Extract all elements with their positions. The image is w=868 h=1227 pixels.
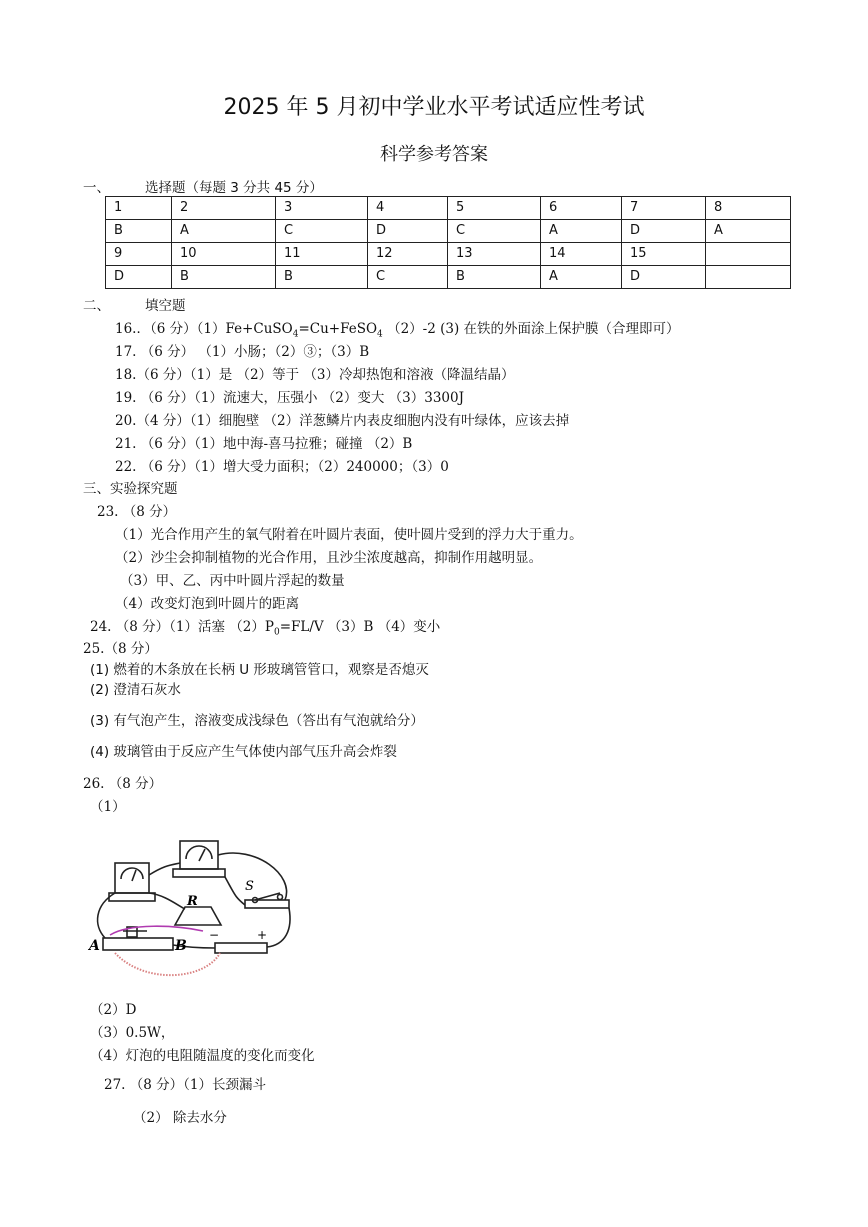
table-cell: 15 <box>622 243 706 266</box>
table-cell: 10 <box>172 243 276 266</box>
table-cell: A <box>706 220 791 243</box>
table-row <box>106 220 791 243</box>
table-cell: 6 <box>541 197 622 220</box>
page-title: 2025 年 5 月初中学业水平考试适应性考试 <box>223 95 645 120</box>
q23-line-4: （4）改变灯泡到叶圆片的距离 <box>115 596 300 612</box>
table-cell: A <box>541 266 622 289</box>
table-cell: 11 <box>276 243 368 266</box>
switch-icon <box>245 900 289 908</box>
table-cell: D <box>622 266 706 289</box>
table-cell: C <box>368 266 448 289</box>
q25-line-2: (2) 澄清石灰水 <box>90 682 181 698</box>
battery-icon <box>215 943 267 953</box>
table-cell: 7 <box>622 197 706 220</box>
answer-19: 19. （6 分）（1）流速大，压强小 （2）变大 （3）3300J <box>115 390 465 406</box>
label-b: B <box>175 938 187 954</box>
table-cell: B <box>276 266 368 289</box>
table-cell: A <box>541 220 622 243</box>
section3-heading: 三、实验探究题 <box>83 481 178 497</box>
table-cell: 13 <box>448 243 541 266</box>
table-cell: 12 <box>368 243 448 266</box>
table-cell: 9 <box>106 243 172 266</box>
table-cell: C <box>276 220 368 243</box>
q27-label: 27. （8 分）（1）长颈漏斗 <box>104 1077 266 1093</box>
table-cell: 5 <box>448 197 541 220</box>
q25-label: 25.（8 分） <box>83 641 158 657</box>
rheostat-icon <box>103 938 173 950</box>
q26-line-2: （2）D <box>90 1002 137 1018</box>
table-cell: D <box>106 266 172 289</box>
label-a: A <box>89 938 100 954</box>
q25-line-3: (3) 有气泡产生，溶液变成浅绿色（答出有气泡就给分） <box>90 713 424 729</box>
answer-table <box>105 196 791 289</box>
q27-line-2: （2） 除去水分 <box>133 1110 227 1126</box>
q26-part1: （1） <box>90 799 126 815</box>
table-cell: 3 <box>276 197 368 220</box>
table-cell: 4 <box>368 197 448 220</box>
table-cell: 8 <box>706 197 791 220</box>
q23-line-2: （2）沙尘会抑制植物的光合作用，且沙尘浓度越高，抑制作用越明显。 <box>115 550 543 566</box>
table-row <box>106 266 791 289</box>
answer-16: 16.．（6 分）（1）Fe+CuSO$_4$=Cu+FeSO$_4$ （2）-2 (3) 在铁的外面涂上保护膜（合理即可） <box>115 321 680 340</box>
label-plus: + <box>257 928 268 942</box>
section2-number: 二、 <box>83 298 110 314</box>
table-cell: D <box>368 220 448 243</box>
table-row <box>106 197 791 220</box>
answer-24: 24. （8 分）（1）活塞 $(2)P_0=FL/V$ （3）B （4）变小 <box>90 619 441 638</box>
answer-17: 17. （6 分） （1）小肠；（2）③；（3）B <box>115 344 370 360</box>
table-cell: C <box>448 220 541 243</box>
q23-label: 23. （8 分） <box>97 504 177 520</box>
q26-line-4: （4）灯泡的电阻随温度的变化而变化 <box>90 1048 315 1064</box>
table-row <box>106 243 791 266</box>
label-r: R <box>187 894 198 909</box>
table-cell: 1 <box>106 197 172 220</box>
answer-20: 20.（4 分）（1）细胞壁 （2）洋葱鳞片内表皮细胞内没有叶绿体，应该去掉 <box>115 413 570 429</box>
table-cell: B <box>106 220 172 243</box>
table-cell: A <box>172 220 276 243</box>
section1-number: 一、 <box>83 180 110 196</box>
page-subtitle: 科学参考答案 <box>380 144 488 165</box>
table-cell: B <box>448 266 541 289</box>
circuit-diagram <box>85 835 300 985</box>
section2-heading: 填空题 <box>145 298 186 314</box>
table-cell <box>706 243 791 266</box>
answer-18: 18.（6 分）（1）是 （2）等于 （3）冷却热饱和溶液（降温结晶） <box>115 367 515 383</box>
table-cell: 2 <box>172 197 276 220</box>
q25-line-4: (4) 玻璃管由于反应产生气体使内部气压升高会炸裂 <box>90 744 397 760</box>
answer-22: 22. （6 分）（1）增大受力面积；（2）240000；（3）0 <box>115 459 449 475</box>
q23-line-3: （3）甲、乙、丙中叶圆片浮起的数量 <box>120 573 345 589</box>
q26-line-3: （3）0.5W， <box>90 1025 175 1041</box>
table-cell: D <box>622 220 706 243</box>
label-s: S <box>245 879 254 894</box>
q26-label: 26. （8 分） <box>83 776 163 792</box>
section1-heading: 选择题（每题 3 分共 45 分） <box>145 180 323 196</box>
table-cell: B <box>172 266 276 289</box>
q25-line-1: (1) 燃着的木条放在长柄 U 形玻璃管管口，观察是否熄灭 <box>90 662 429 678</box>
answer-21: 21. （6 分）（1）地中海-喜马拉雅；碰撞 （2）B <box>115 436 413 452</box>
table-cell <box>706 266 791 289</box>
label-minus: − <box>209 928 220 942</box>
q23-line-1: （1）光合作用产生的氧气附着在叶圆片表面，使叶圆片受到的浮力大于重力。 <box>115 527 583 543</box>
table-cell: 14 <box>541 243 622 266</box>
